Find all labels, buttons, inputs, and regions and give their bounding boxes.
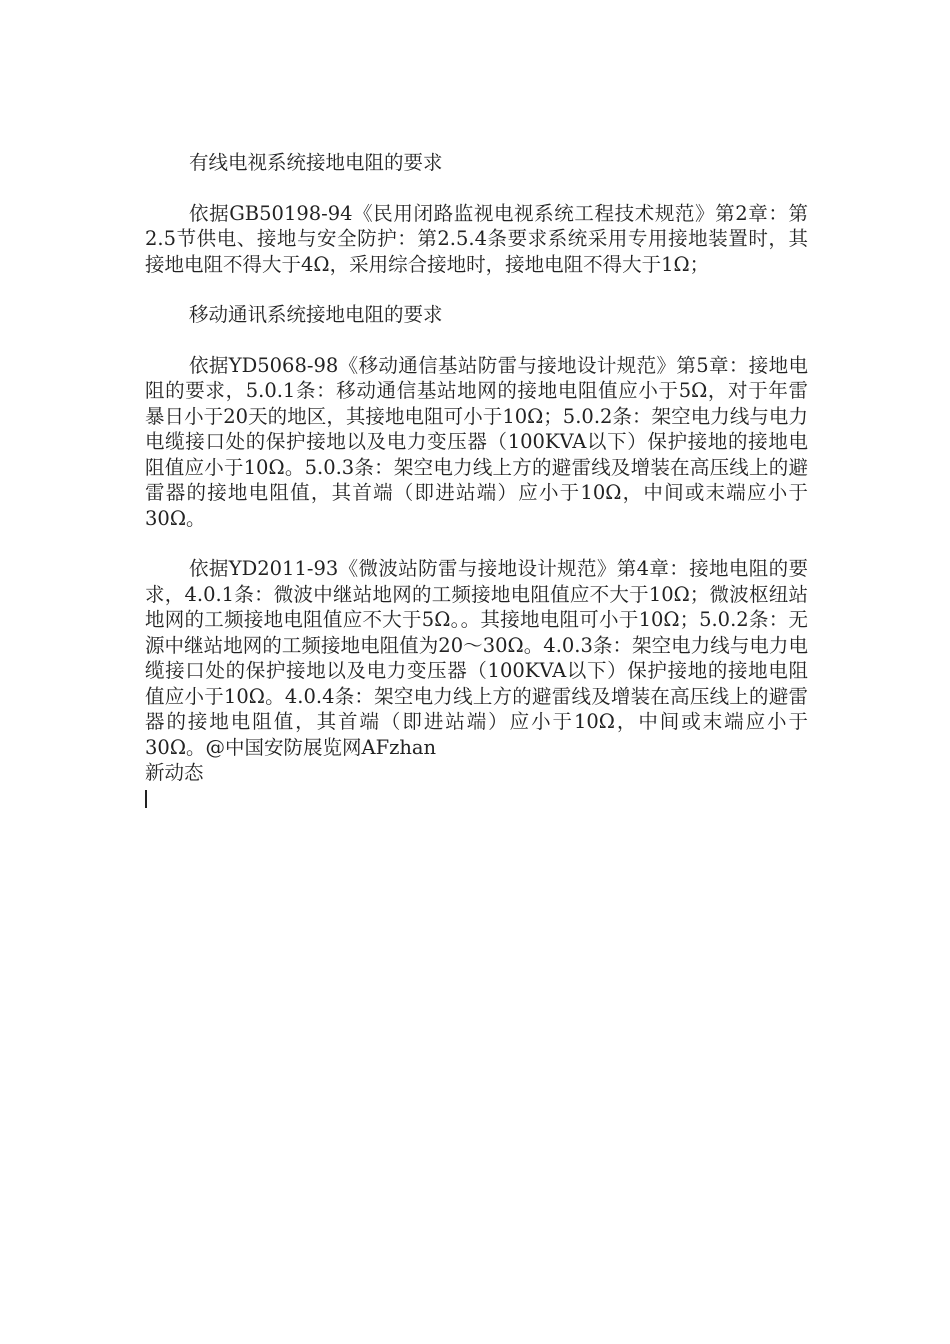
paragraph-mobile-comm-grounding: 依据YD5068-98《移动通信基站防雷与接地设计规范》第5章：接地电阻的要求，5.0.1条：移动通信基站地网的接地电阻值应小于5Ω，对于年雷暴日小于20天的地区，其接地电阻可小于10Ω；5.0.2条：架空电力线与电力电缆接口处的保护接地以及电力变压器（100KVA以下）保护接地的接地电阻值应小于10Ω。5.0.3条：架空电力线上方的避雷线及增装在高压线上的避雷器的接地电阻值，其首端（即进站端）应小于10Ω，中间或末端应小于30Ω。	[145, 353, 808, 530]
document-body[interactable]	[145, 150, 808, 808]
paragraph-cable-tv-grounding: 依据GB50198-94《民用闭路监视电视系统工程技术规范》第2章：第2.5节供电、接地与安全防护：第2.5.4条要求系统采用专用接地装置时，其接地电阻不得大于4Ω，采用综合接地时，接地电阻不得大于1Ω；	[145, 201, 808, 276]
text-cursor	[145, 790, 147, 808]
heading-mobile-comm-grounding: 移动通讯系统接地电阻的要求	[189, 303, 443, 326]
paragraph-microwave-grounding: 依据YD2011-93《微波站防雷与接地设计规范》第4章：接地电阻的要求，4.0.1条：微波中继站地网的工频接地电阻值应不大于10Ω；微波枢纽站地网的工频接地电阻值应不大于5Ω。。其接地电阻可小于10Ω；5.0.2条：无源中继站地网的工频接地电阻值为20～30Ω。4.0.3条：架空电力线与电力电缆接口处的保护接地以及电力变压器（100KVA以下）保护接地的接地电阻值应小于10Ω。4.0.4条：架空电力线上方的避雷线及增装在高压线上的避雷器的接地电阻值，其首端（即进站端）应小于10Ω，中间或末端应小于30Ω。@中国安防展览网AFzhan	[145, 557, 808, 759]
trailing-line: 新动态	[145, 761, 204, 784]
heading-cable-tv-grounding: 有线电视系统接地电阻的要求	[189, 151, 443, 174]
